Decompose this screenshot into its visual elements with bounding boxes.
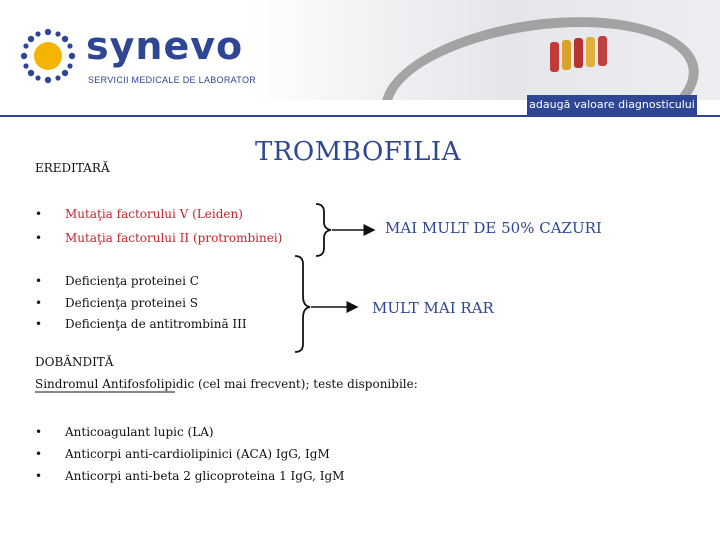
list-item: Mutaţia factorului V (Leiden) <box>65 207 243 221</box>
bullet: • <box>35 296 43 310</box>
bullet: • <box>35 447 43 461</box>
group2-frequency-label: MULT MAI RAR <box>372 299 494 317</box>
syndrome-note: (cel mai frecvent); teste disponibile: <box>197 377 418 391</box>
bullet: • <box>35 317 43 331</box>
bullet: • <box>35 274 43 288</box>
brand-name: synevo <box>86 24 244 68</box>
tagline-banner: adaugă valoare diagnosticului <box>527 95 697 115</box>
group1-frequency-label: MAI MULT DE 50% CAZURI <box>385 219 602 237</box>
list-item: Anticorpi anti-cardiolipinici (ACA) IgG, IgM <box>65 447 330 461</box>
brand-subtitle: SERVICII MEDICALE DE LABORATOR <box>88 75 257 85</box>
acquired-heading: DOBÂNDITĂ <box>35 355 114 369</box>
right-brace-2 <box>295 256 310 352</box>
bullet: • <box>35 231 43 245</box>
hereditary-heading: EREDITARĂ <box>35 161 110 175</box>
list-item: Mutaţia factorului II (protrombinei) <box>65 231 283 245</box>
list-item: Deficienţa de antitrombină III <box>65 317 247 331</box>
bullet: • <box>35 469 43 483</box>
bullet: • <box>35 425 43 439</box>
syndrome-name: Sindromul Antifosfolipidic <box>35 377 198 391</box>
list-item: Deficienţa proteinei C <box>65 274 199 288</box>
syndrome-line <box>35 377 418 391</box>
list-item: Anticorpi anti-beta 2 glicoproteina 1 IgG, IgM <box>65 469 345 483</box>
bullet: • <box>35 207 43 221</box>
right-brace-1 <box>316 204 331 256</box>
list-item: Anticoagulant lupic (LA) <box>65 425 214 439</box>
slide-title: TROMBOFILIA <box>255 137 461 167</box>
list-item: Deficienţa proteinei S <box>65 296 199 310</box>
